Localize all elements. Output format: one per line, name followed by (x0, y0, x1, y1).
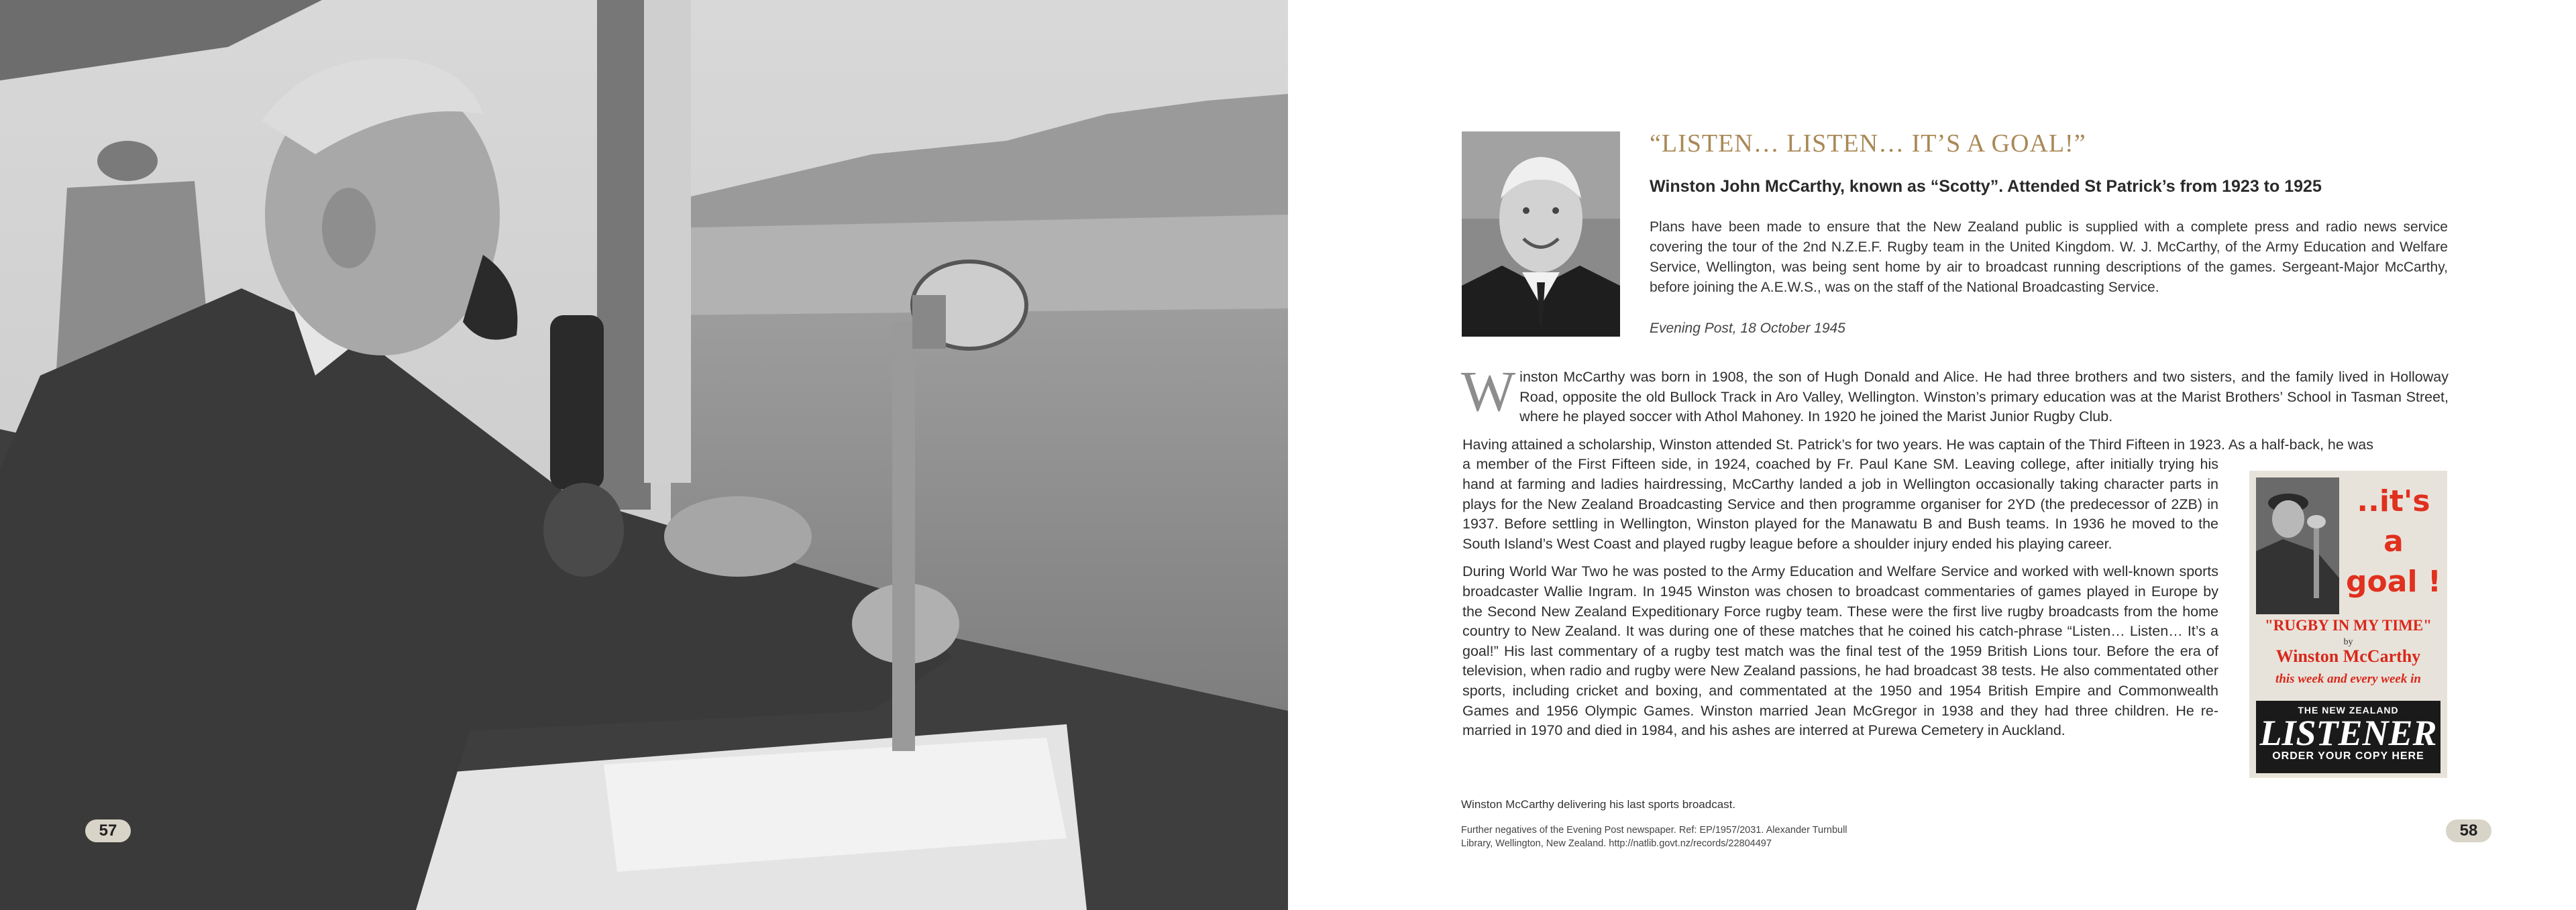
advert-cta: ORDER YOUR COPY HERE (2272, 750, 2424, 762)
paragraph-2: a member of the First Fifteen side, in 1924, coached by Fr. Paul Kane SM. Leaving college, after initially trying his hand at farming and ladies hairdressing, McCarthy landed a job in Wellington occasionally taking character parts in plays for the New Zealand Broadcasting Service and then programme organiser for 2YD (the predecessor of 2ZB) in 1937. Before settling in Wellington, Winston played for the Manawatu B and Bush teams. In 1936 he moved to the South Island’s West Coast and played rugby league before a shoulder injury ended his playing career. (1462, 456, 2218, 552)
paragraph-1 (1461, 359, 2449, 427)
article-subheading: Winston John McCarthy, known as “Scotty”. Attended St Patrick’s from 1923 to 1925 (1650, 177, 2322, 196)
advert-photo (2256, 477, 2339, 614)
advert-its-line-3: goal ! (2346, 565, 2441, 599)
advert-its-line-2: a (2383, 524, 2404, 559)
paragraph-1-text: inston McCarthy was born in 1908, the son of Hugh Donald and Alice. He had three brothers and two sisters, and the family lived in Holloway Road, opposite the old Bullock Track in Aro Valley, Wellington. Winston’s primary education was at the Marist Brothers’ School in Tasman Street, where he played soccer with Athol Mahoney. In 1920 he joined the Marist Junior Rugby Club. (1519, 369, 2449, 425)
advert-author: Winston McCarthy (2275, 646, 2421, 666)
advert-title: "RUGBY IN MY TIME" (2265, 617, 2432, 634)
advert-by: by (2343, 637, 2353, 647)
advert-publisher-box (2256, 701, 2440, 773)
photo-caption: Winston McCarthy delivering his last sports broadcast. (1461, 798, 1736, 811)
photo-credit: Further negatives of the Evening Post newspaper. Ref: EP/1957/2031. Alexander Turnbull Library, Wellington, New Zealand. http://natlib.govt.nz/records/22804497 (1461, 825, 1847, 849)
paragraph-3: During World War Two he was posted to the Army Education and Welfare Service and worked with well-known sports broadcaster Wallie Ingram. In 1945 Winston was chosen to broadcast commentaries of games played in Europe by the Second New Zealand Expeditionary Force rugby team. These were the first live rugby broadcasts from the home country to New Zealand. It was during one of these matches that he coined his catch-phrase “Listen… Listen… It’s a goal!” His last commentary of a rugby test match was the final test of the 1959 British Lions tour. Before the era of television, when radio and rugby were New Zealand passions, he had broadcast 38 tests. He also commentated other sports, including cricket and boxing, and commentated at the 1950 and 1954 British Empire and Commonwealth Games and 1956 Olympic Games. Winston married Jean McGregor in 1938 and they had three children. He re-married in 1970 and died in 1984, and his ashes are interred at Purewa Cemetery in Auckland. (1462, 563, 2218, 739)
paragraph-2-lead: Having attained a scholarship, Winston attended St. Patrick’s for two years. He was captain of the Third Fifteen in 1923. As a half-back, he was (1462, 436, 2374, 453)
advert-its-line-1: ..it's (2357, 484, 2430, 518)
page-number-left: 57 (85, 819, 131, 842)
newspaper-quote: Plans have been made to ensure that the New Zealand public is supplied with a complete press and radio news service covering the tour of the 2nd N.Z.E.F. Rugby team in the United Kingdom. W. J. McCarthy, of the Army Education and Welfare Service, Wellington, was being sent home by air to broadcast running descriptions of the games. Sergeant-Major McCarthy, before joining the A.E.W.S., was on the staff of the National Broadcasting Service. (1650, 219, 2448, 295)
drop-cap: W (1461, 359, 1516, 423)
advert-schedule: this week and every week in (2275, 672, 2421, 686)
advert-publisher-prefix: THE NEW ZEALAND (2298, 705, 2399, 716)
advert-publisher: LISTENER (2259, 713, 2437, 753)
mccarthy-portrait (1462, 131, 1620, 337)
article-headline: “LISTEN… LISTEN… IT’S A GOAL!” (1650, 129, 2086, 158)
listener-advert (2249, 471, 2447, 778)
advert-photo-art (2256, 477, 2339, 614)
advert-its-a-goal (2343, 481, 2444, 602)
mccarthy-portrait-art (1462, 131, 1620, 337)
page-number-right: 58 (2446, 819, 2491, 842)
quote-source: Evening Post, 18 October 1945 (1650, 321, 1845, 336)
